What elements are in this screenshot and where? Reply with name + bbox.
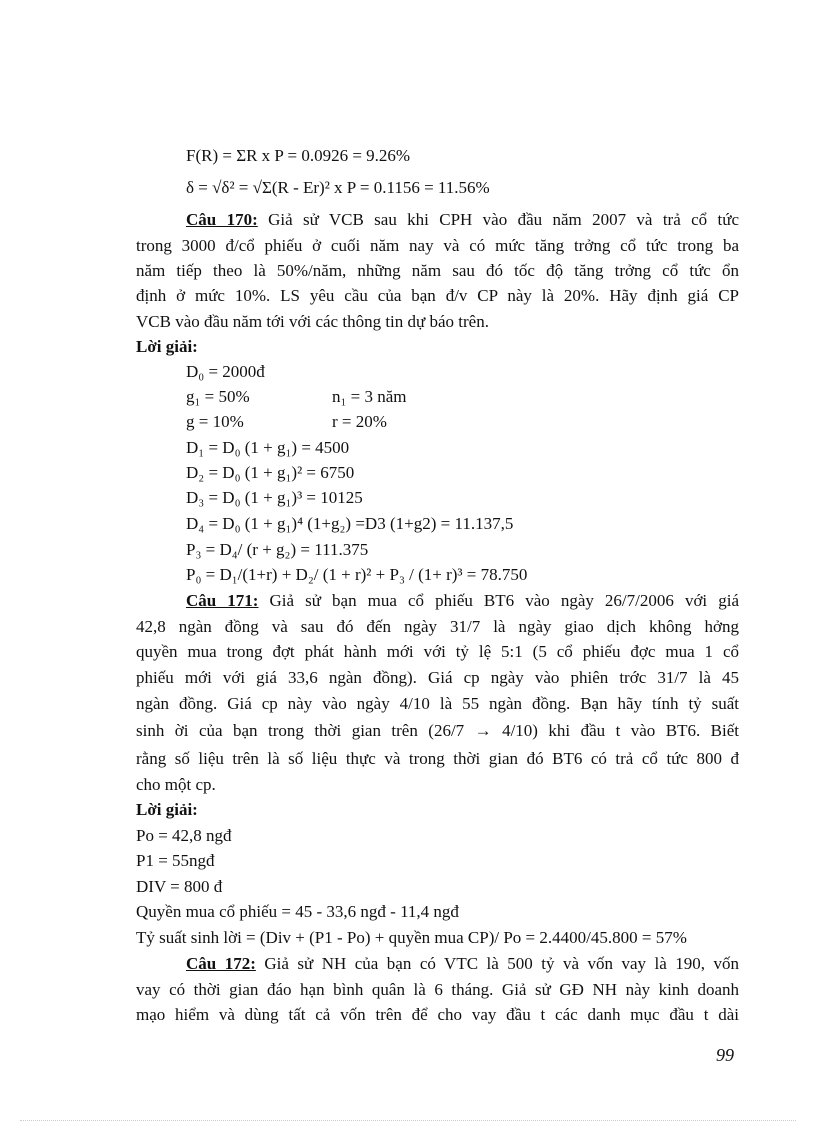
q172-text-1: Giả sử NH của bạn có VTC là 500 tỷ và vốn vay là 190, vốn xyxy=(255,954,739,973)
q170-line-1 xyxy=(136,210,739,230)
sol170-g: g = 10% xyxy=(186,412,244,431)
sol170-n1: n₁ = 3 năm xyxy=(332,387,407,406)
sol171-po: Po = 42,8 ngđ xyxy=(136,826,232,845)
formula-std-deviation: δ = √δ² = √Σ(R - Er)² x P = 0.1156 = 11.56% xyxy=(186,178,490,197)
q171-line-5: ngàn đồng. Giá cp này vào ngày 4/10 là 55 ngàn đồng. Bạn hãy tính tỷ suất xyxy=(136,694,739,713)
sol170-d0: D₀ = 2000đ xyxy=(186,362,265,381)
q170-text-1: Giả sử VCB sau khi CPH vào đầu năm 2007 và trả cổ tức xyxy=(257,210,739,229)
q171-line-7: rằng số liệu trên là số liệu thực và trong thời gian đó BT6 có trả cổ tức 800 đ xyxy=(136,749,739,768)
sol171-div: DIV = 800 đ xyxy=(136,877,223,896)
sol170-d1: D₁ = D₀ (1 + g₁) = 4500 xyxy=(186,438,350,457)
q172-line-1 xyxy=(136,954,739,974)
solution-170-heading: Lời giải: xyxy=(136,337,198,356)
sol170-r: r = 20% xyxy=(332,412,387,431)
q172-line-2: vay có thời gian đáo hạn bình quân là 6 tháng. Giả sử GĐ NH này kinh doanh xyxy=(136,980,739,999)
q170-line-2: trong 3000 đ/cổ phiếu ở cuối năm nay và có mức tăng trởng cổ tức trong ba xyxy=(136,236,739,255)
sol170-p3: P₃ = D₄/ (r + g₂) = 111.375 xyxy=(186,540,369,559)
q171-line-2: 42,8 ngàn đồng và sau đó đến ngày 31/7 là ngày giao dịch không hởng xyxy=(136,617,739,636)
sol170-p0: P₀ = D₁/(1+r) + D₂/ (1 + r)² + P₃ / (1+ r)³ = 78.750 xyxy=(186,565,528,584)
q171-line-1 xyxy=(136,591,739,611)
formula-expected-return: F(R) = ΣR x P = 0.0926 = 9.26% xyxy=(186,146,411,165)
q171-text-1: Giả sử bạn mua cổ phiếu BT6 vào ngày 26/7/2006 với giá xyxy=(258,591,739,610)
q171-title: Câu 171: xyxy=(186,591,259,610)
q171-line-4: phiếu mới với giá 33,6 ngàn đồng). Giá cp ngày vào phiên trớc 31/7 là 45 xyxy=(136,668,739,687)
page-bottom-divider xyxy=(20,1120,796,1121)
solution-171-heading: Lời giải: xyxy=(136,800,198,819)
sol170-d4: D₄ = D₀ (1 + g₁)⁴ (1+g₂) =D3 (1+g2) = 11.137,5 xyxy=(186,514,514,533)
q171-line-6: sinh ời của bạn trong thời gian trên (26/7 → 4/10) khi đầu t vào BT6. Biết xyxy=(136,721,739,740)
q172-title: Câu 172: xyxy=(186,954,256,973)
q170-title: Câu 170: xyxy=(186,210,258,229)
q171-line-3: quyền mua trong đợt phát hành mới với tỷ lệ 5:1 (5 cổ phiếu đợc mua 1 cổ xyxy=(136,642,739,661)
sol171-rights: Quyền mua cổ phiếu = 45 - 33,6 ngđ - 11,4 ngđ xyxy=(136,902,459,921)
page-number: 99 xyxy=(716,1045,734,1065)
q170-line-5: VCB vào đầu năm tới với các thông tin dự báo trên. xyxy=(136,312,489,331)
q172-line-3: mạo hiểm và dùng tất cả vốn trên để cho vay đầu t các danh mục đầu t dài xyxy=(136,1005,739,1024)
q170-line-4: định ở mức 10%. LS yêu cầu của bạn đ/v CP này là 20%. Hãy định giá CP xyxy=(136,286,739,305)
sol171-yield: Tỷ suất sinh lời = (Div + (P1 - Po) + quyền mua CP)/ Po = 2.4400/45.800 = 57% xyxy=(136,928,687,947)
sol170-g1: g₁ = 50% xyxy=(186,387,250,406)
sol171-p1: P1 = 55ngđ xyxy=(136,851,215,870)
sol170-d2: D₂ = D₀ (1 + g₁)² = 6750 xyxy=(186,463,355,482)
q170-line-3: năm tiếp theo là 50%/năm, những năm sau đó tốc độ tăng trởng cổ tức ổn xyxy=(136,261,739,280)
q171-line-8: cho một cp. xyxy=(136,775,216,794)
sol170-d3: D₃ = D₀ (1 + g₁)³ = 10125 xyxy=(186,488,363,507)
